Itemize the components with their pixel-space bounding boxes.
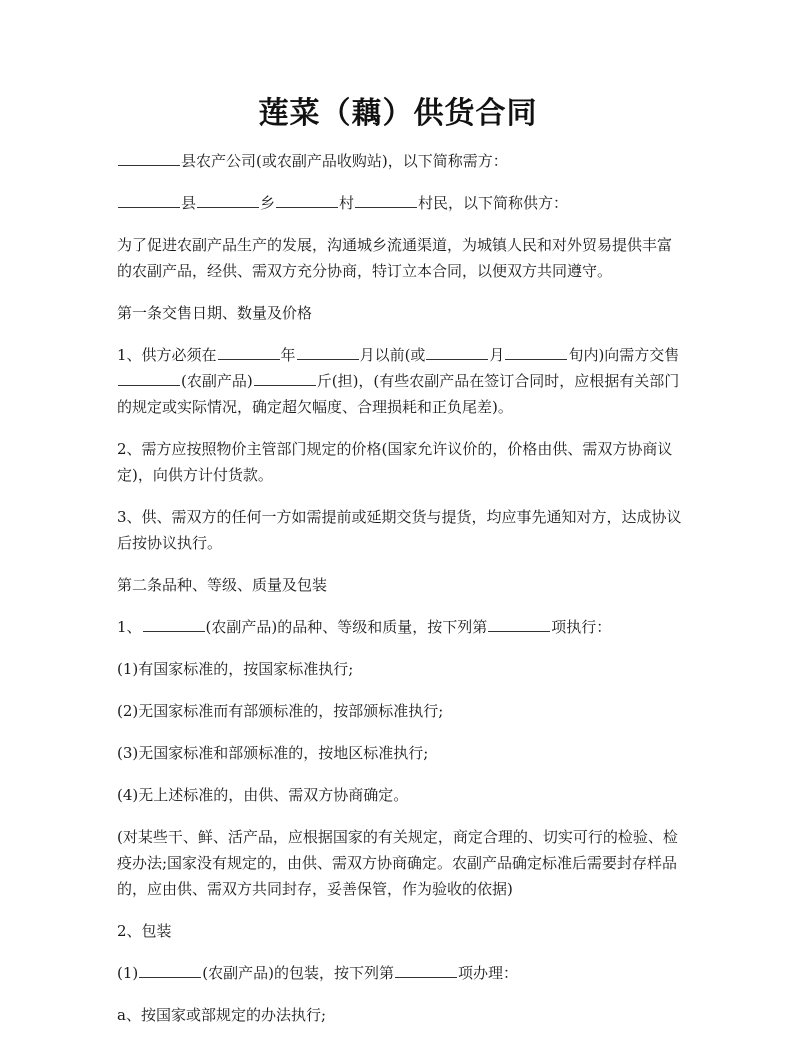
blank-field[interactable]	[143, 616, 205, 632]
standard-option-3: (3)无国家标准和部颁标准的，按地区标准执行;	[117, 744, 429, 762]
article-2-clause-1: 1、 (农副产品)的品种、等级和质量，按下列第 项执行：	[117, 618, 612, 636]
standard-option-2: (2)无国家标准而有部颁标准的，按部颁标准执行;	[117, 702, 444, 720]
packaging-option-a: a、按国家或部规定的办法执行;	[117, 1006, 326, 1024]
party-supply-line: 县 乡 村 村民，以下简称供方：	[117, 190, 682, 216]
article-2-heading: 第二条品种、等级、质量及包装	[117, 576, 328, 594]
blank-field[interactable]	[395, 962, 457, 978]
party-demand-line: 县农产公司(或农副产品收购站)，以下简称需方：	[117, 148, 682, 174]
document-body	[117, 148, 682, 1044]
blank-field[interactable]	[505, 344, 567, 360]
preamble-paragraph: 为了促进农副产品生产的发展，沟通城乡流通渠道，为城镇人民和对外贸易提供丰富的农副产品，经供、需双方充分协商，特订立本合同，以便双方共同遵守。	[117, 236, 673, 280]
blank-field[interactable]	[118, 192, 180, 208]
standard-option-1: (1)有国家标准的，按国家标准执行;	[117, 660, 354, 678]
blank-field[interactable]	[488, 616, 550, 632]
blank-field[interactable]	[118, 370, 180, 386]
document-title: 莲菜（藕）供货合同	[258, 96, 538, 131]
packaging-clause-1: (1) (农副产品)的包装，按下列第 项办理：	[117, 964, 518, 982]
packaging-heading: 2、包装	[117, 922, 172, 940]
blank-field[interactable]	[139, 962, 201, 978]
article-1-clause-2: 2、需方应按照物价主管部门规定的价格(国家允许议价的，价格由供、需双方协商议定)，向供方计付货款。	[117, 440, 673, 484]
blank-field[interactable]	[197, 192, 259, 208]
blank-field[interactable]	[254, 370, 316, 386]
blank-field[interactable]	[218, 344, 280, 360]
blank-field[interactable]	[297, 344, 359, 360]
blank-field[interactable]	[276, 192, 338, 208]
blank-field[interactable]	[118, 150, 180, 166]
article-1-clause-3: 3、供、需双方的任何一方如需提前或延期交货与提货，均应事先通知对方，达成协议后按协议执行。	[117, 508, 682, 552]
standard-option-4: (4)无上述标准的，由供、需双方协商确定。	[117, 786, 409, 804]
standard-note: (对某些干、鲜、活产品，应根据国家的有关规定，商定合理的、切实可行的检验、检疫办法;国家没有规定的，由供、需双方协商确定。农副产品确定标准后需要封存样品的，应由供、需双方共同封存，妥善保管，作为验收的依据)	[117, 828, 678, 898]
article-1-heading: 第一条交售日期、数量及价格	[117, 304, 313, 322]
blank-field[interactable]	[355, 192, 417, 208]
article-1-clause-1: 1、供方必须在 年 月以前(或 月 旬内)向需方交售(农副产品) 斤(担)，(有些农副产品在签订合同时，应根据有关部门的规定或实际情况，确定超欠幅度、合理损耗和正负尾差)。	[117, 346, 680, 416]
blank-field[interactable]	[426, 344, 488, 360]
